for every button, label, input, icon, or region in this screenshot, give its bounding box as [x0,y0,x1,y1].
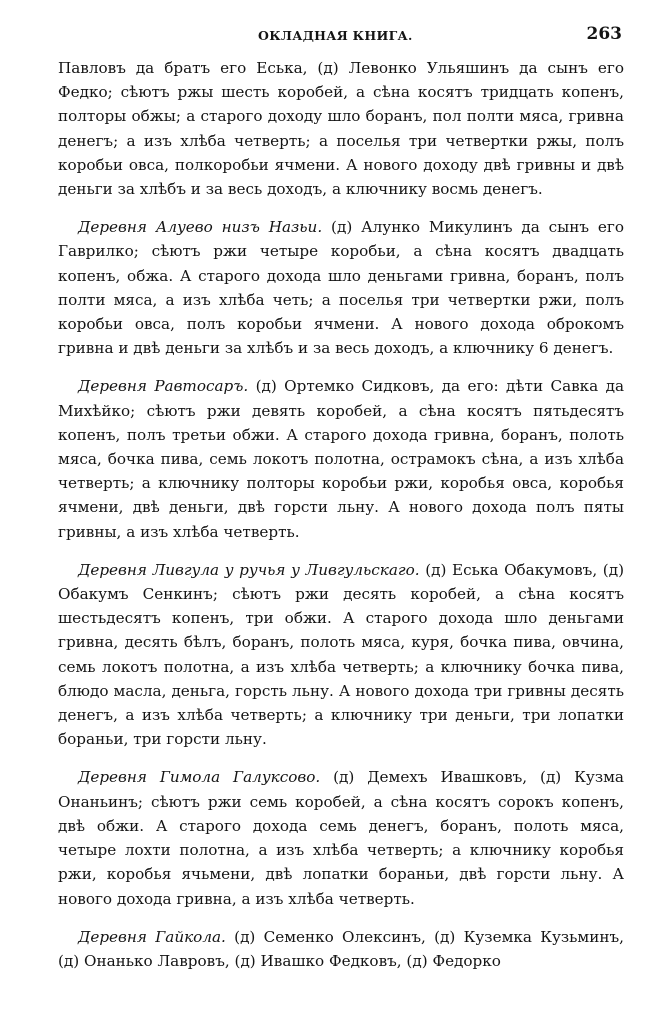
book-page [58,20,624,973]
paragraph [58,215,624,360]
running-head [58,20,624,48]
paragraph [58,56,624,201]
page-number: 263 [586,24,622,44]
body-text [58,56,624,973]
village-heading: Деревня Ливгула у ручья у Ливгульскаго. [78,560,420,579]
village-heading: Деревня Равтосаръ. [78,377,249,396]
village-heading: Деревня Гимола Галуксово. [78,768,321,787]
paragraph-text: (д) Демехъ Ивашковъ, (д) Кузма Онаньинъ; сѣютъ ржи семь коробей, а сѣна косятъ сорокъ копенъ, двѣ обжи. А старого дохода семь денегъ, боранъ, полоть мяса, четыре лохти полотна, а изъ хлѣба четверть; а ключнику коробья ржи, коробья ячьмени, двѣ лопатки бораньи, двѣ горсти льну. А нового дохода гривна, а изъ хлѣба четверть. [58,768,624,908]
paragraph-text: Павловъ да братъ его Еська, (д) Левонко Ульяшинъ да сынъ его Федко; сѣютъ ржы шесть коробей, а сѣна косятъ тридцать копенъ, полторы обжы; а старого доходу шло боранъ, пол полти мяса, гривна денегъ; а изъ хлѣба четверть; а поселья три четвертки ржы, полъ коробьи овса, полкоробьи ячмени. А нового доходу двѣ гривны и двѣ деньги за хлѣбъ и за весь доходъ, а ключнику восмь денегъ. [58,59,624,199]
paragraph-text: (д) Еська Обакумовъ, (д) Обакумъ Сенкинъ; сѣютъ ржи десять коробей, а сѣна косятъ шестьдесятъ копенъ, три обжи. А старого дохода шло деньгами гривна, десять бѣлъ, боранъ, полоть мяса, куря, бочка пива, овчина, семь локотъ полотна, а изъ хлѣба четверть; а ключнику бочка пива, блюдо масла, деньга, горсть льну. А нового дохода три гривны десять денегъ, а изъ хлѣба четверть; а ключнику три деньги, три лопатки бораньи, три горсти льну. [58,560,624,749]
paragraph-text: (д) Семенко Олексинъ, (д) Куземка Кузьминъ, (д) Онанько Лавровъ, (д) Ивашко Федковъ, (д) Федорко [58,927,624,970]
paragraph [58,925,624,973]
paragraph [58,374,624,543]
village-heading: Деревня Гайкола. [78,927,226,946]
paragraph [58,765,624,910]
village-heading: Деревня Алуево низъ Назьи. [78,218,323,237]
paragraph-text: (д) Ортемко Сидковъ, да его: дѣти Савка да Михѣйко; сѣютъ ржи девять коробей, а сѣна косятъ пятьдесятъ копенъ, полъ третьи обжи. А старого дохода гривна, боранъ, полоть мяса, бочка пива, семь локотъ полотна, острамокъ сѣна, а изъ хлѣба четверть; а ключнику полторы коробьи ржи, коробья овса, коробья ячмени, двѣ деньги, двѣ горсти льну. А нового дохода полъ пяты гривны, а изъ хлѣба четверть. [58,377,624,541]
paragraph [58,558,624,752]
running-head-title: ОКЛАДНАЯ КНИГА. [258,28,413,43]
paragraph-text: (д) Алунко Микулинъ да сынъ его Гаврилко; сѣютъ ржи четыре коробьи, а сѣна косятъ двадцать копенъ, обжа. А старого дохода шло деньгами гривна, боранъ, полъ полти мяса, а изъ хлѣба четь; а поселья три четвертки ржи, полъ коробьи овса, полъ коробьи ячмени. А нового дохода оброкомъ гривна и двѣ деньги за хлѣбъ и за весь доходъ, а ключнику 6 денегъ. [58,218,624,358]
